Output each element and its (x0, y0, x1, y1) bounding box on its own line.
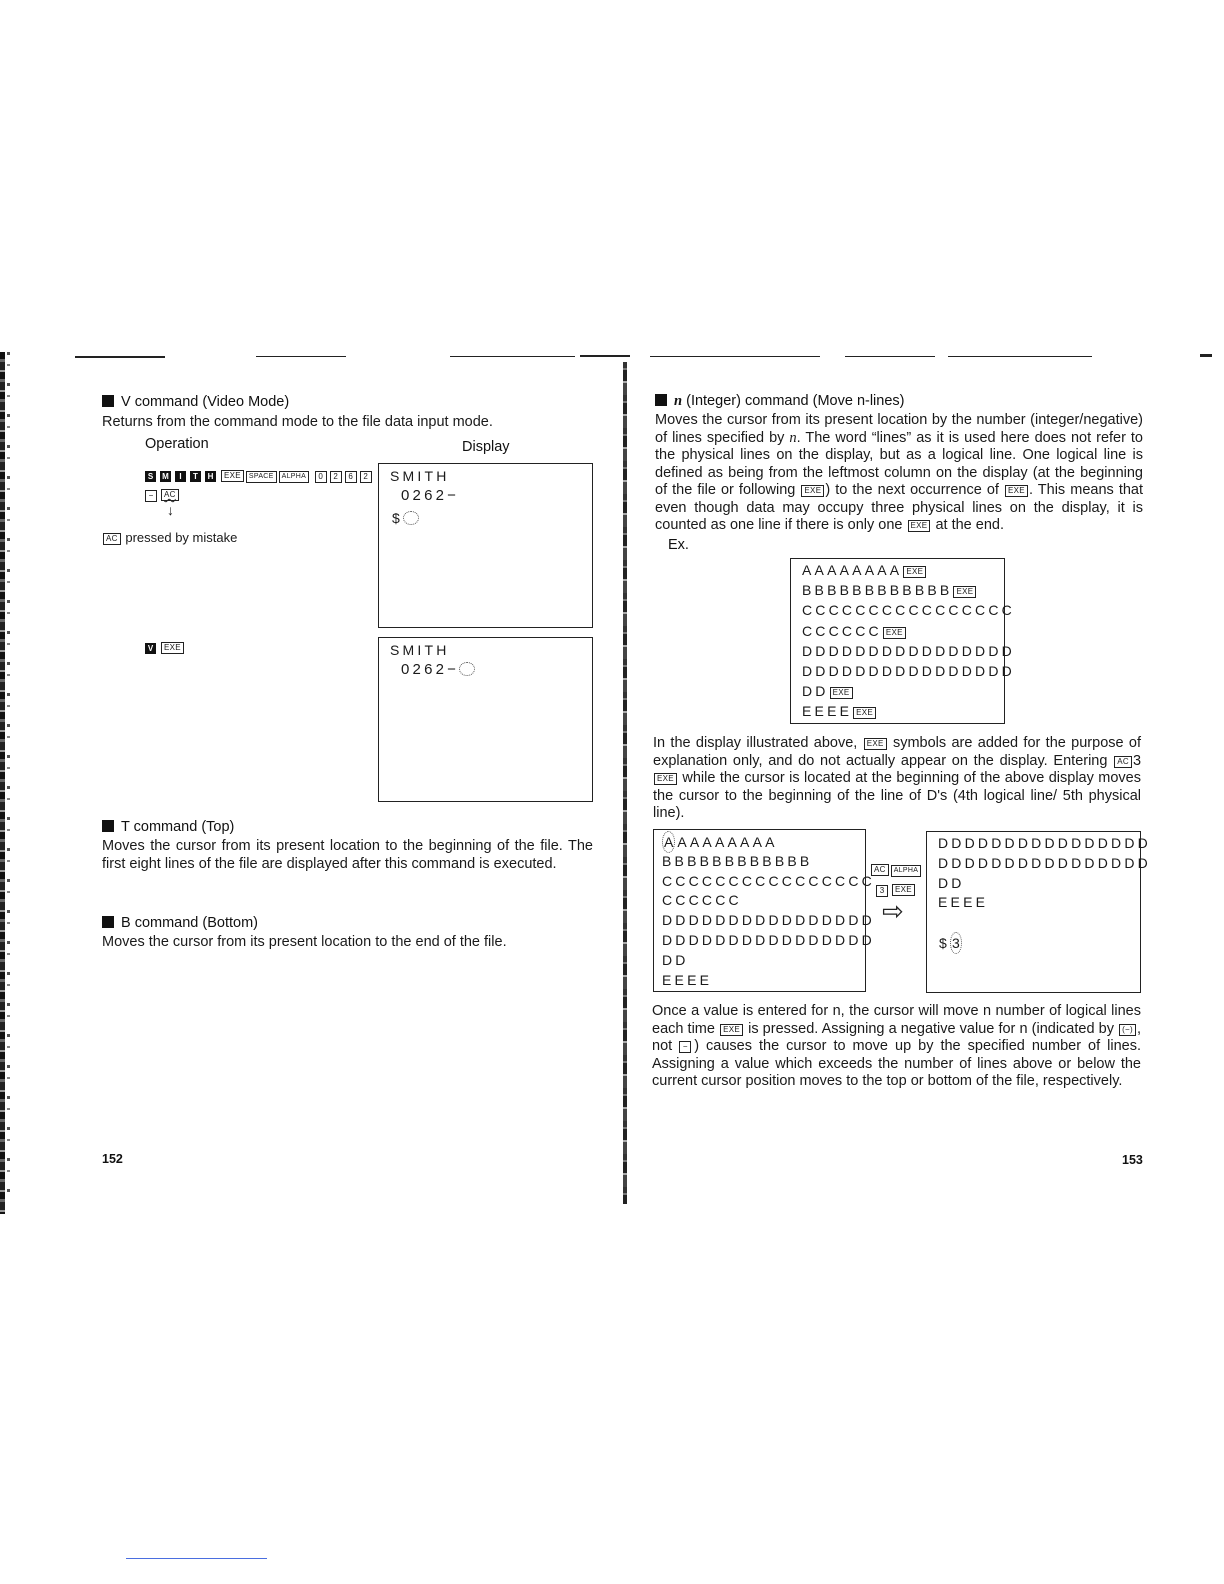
key-2: 2 (360, 471, 372, 483)
key-negative: (−) (1119, 1024, 1136, 1036)
bullet-square-icon (102, 820, 114, 832)
display-label: Display (462, 439, 510, 455)
key-alpha: ALPHA (891, 865, 921, 877)
key-0: 0 (315, 471, 327, 483)
operation-label: Operation (145, 436, 209, 452)
display-line: EEEE (662, 971, 713, 988)
display-line: CCCCCC EXE (802, 621, 907, 641)
book-spine (623, 362, 627, 1204)
key-ac: AC (1114, 756, 1132, 768)
v-command-description: Returns from the command mode to the file data input mode. (102, 414, 493, 430)
key-exe: EXE (720, 1024, 743, 1036)
mistake-note: AC pressed by mistake (102, 530, 237, 545)
n-command-closing: Once a value is entered for n, the cursor will move n number of logical lines each time EXE is pressed. Assigning a negative value for n (indicated by (−) , not − ) causes the cursor to move up by the specified number of lines. Assigning a value which exceeds the number of lines above or below the current cursor position moves to the top or bottom of the file, respectively. (652, 1003, 1141, 1089)
page-number-left: 152 (102, 1152, 123, 1166)
display-line: DD (938, 874, 965, 891)
cursor-icon (403, 511, 419, 525)
display-line: DDDDDDDDDDDDDDDD (802, 663, 1015, 679)
key-minus: − (145, 490, 157, 502)
top-rule (650, 356, 820, 357)
b-command-description: Moves the cursor from its present location to the end of the file. (102, 934, 507, 950)
display-line: $ 3 (939, 932, 962, 952)
key-exe: EXE (853, 707, 876, 719)
display-line: CCCCCCCCCCCCCCCC (662, 872, 875, 889)
top-rule (75, 356, 165, 358)
display-line: $ (392, 508, 419, 528)
top-rule (948, 356, 1092, 357)
key-minus: − (679, 1041, 691, 1053)
key-exe: EXE (801, 485, 824, 497)
key-s: S (145, 471, 156, 482)
display-line: DD EXE (802, 681, 854, 701)
right-arrow-icon: ⇨ (882, 896, 904, 926)
key-exe: EXE (221, 470, 244, 482)
bullet-square-icon (102, 395, 114, 407)
display-line: 0262− (401, 660, 475, 680)
bullet-square-icon (655, 394, 667, 406)
key-exe: EXE (892, 884, 915, 896)
key-exe: EXE (953, 586, 976, 598)
example-display (790, 558, 1015, 724)
display-line: DDDDDDDDDDDDDDDD (938, 854, 1151, 871)
n-command-heading: n (Integer) command (Move n-lines) (655, 393, 905, 410)
cursor-icon (459, 662, 475, 676)
before-display (653, 829, 875, 992)
bottom-link-underline (126, 1558, 267, 1559)
page-number-right: 153 (1122, 1153, 1143, 1167)
display-line: 0262− (401, 487, 460, 504)
top-rule (450, 356, 575, 357)
key-exe: EXE (161, 642, 184, 654)
key-ac: AC (161, 489, 179, 501)
t-command-heading: T command (Top) (102, 819, 234, 835)
key-exe: EXE (903, 566, 926, 578)
display-line: SMITH (390, 468, 450, 484)
key-alpha: ALPHA (279, 471, 309, 483)
key-exe: EXE (830, 687, 853, 699)
key-sequence-v (145, 638, 185, 656)
display-after (378, 637, 593, 802)
display-line: DDDDDDDDDDDDDDDD (802, 642, 1015, 659)
display-before (378, 463, 593, 628)
v-command-heading: V command (Video Mode) (102, 394, 289, 410)
b-command-heading: B command (Bottom) (102, 915, 258, 931)
display-line: EEEE (938, 894, 989, 911)
key-space: SPACE (246, 471, 277, 483)
display-line: CCCCCC (662, 892, 742, 909)
key-v: V (145, 643, 156, 654)
scan-edge-inner (7, 352, 10, 1192)
key-sequence-row2 (145, 485, 180, 503)
top-rule (580, 355, 630, 357)
key-exe: EXE (1005, 485, 1028, 497)
display-line: DDDDDDDDDDDDDDDD (938, 835, 1151, 851)
display-line: SMITH (390, 642, 450, 658)
after-display (926, 831, 1151, 993)
key-exe: EXE (883, 627, 906, 639)
t-command-description: Moves the cursor from its present location to the beginning of the file. The first eight lines of the file are displayed after this command is executed. (102, 838, 593, 872)
display-line: DD (662, 951, 689, 968)
key-h: H (205, 471, 216, 482)
top-rule (1200, 354, 1212, 357)
key-exe: EXE (908, 520, 931, 532)
display-line: DDDDDDDDDDDDDDDD (662, 912, 875, 929)
n-command-explanation: In the display illustrated above, EXE symbols are added for the purpose of explanation only, and do not actually appear on the display. Entering AC 3 EXE while the cursor is located at the beginning of the above display moves the cursor to the beginning of the line of D's (4th logical line/ 5th physical line). (653, 735, 1142, 821)
transition-keys-row1 (870, 860, 922, 878)
cursor-icon: A (662, 831, 675, 853)
key-m: M (160, 471, 171, 482)
display-line: DDDDDDDDDDDDDDDD (662, 932, 875, 948)
key-6: 6 (345, 471, 357, 483)
display-line: A AAAAAAAA (662, 831, 778, 851)
key-3: 3 (876, 885, 888, 897)
display-line: AAAAAAAA EXE (802, 560, 927, 580)
bullet-square-icon (102, 916, 114, 928)
key-ac: AC (103, 533, 121, 545)
top-rule (845, 356, 935, 357)
down-arrow-icon: ↓ (167, 502, 174, 518)
key-i: I (175, 471, 186, 482)
key-exe: EXE (654, 773, 677, 785)
display-line: EEEE EXE (802, 701, 877, 721)
key-sequence-row1 (145, 466, 375, 484)
n-command-description: Moves the cursor from its present location by the number (integer/negative) of lines specified by n. The word “lines” as it is used here does not refer to the physical lines on the display, but as a logical line. One logical line is defined as being from the leftmost column on the display (at the beginning of the file or following EXE ) to the next occurrence of EXE . This means that even though data may occupy three physical lines on the display, it is counted as one line if there is only one EXE at the end. (655, 412, 1144, 533)
key-2: 2 (330, 471, 342, 483)
example-label: Ex. (668, 537, 689, 553)
cursor-icon: 3 (950, 932, 962, 954)
display-line: BBBBBBBBBBBB EXE (802, 580, 977, 600)
display-line: CCCCCCCCCCCCCCCC (802, 602, 1015, 619)
key-t: T (190, 471, 201, 482)
top-rule (256, 356, 346, 357)
key-ac: AC (871, 864, 889, 876)
key-exe: EXE (864, 738, 887, 750)
display-line: BBBBBBBBBBBB (662, 852, 813, 869)
scan-edge (0, 352, 5, 1214)
